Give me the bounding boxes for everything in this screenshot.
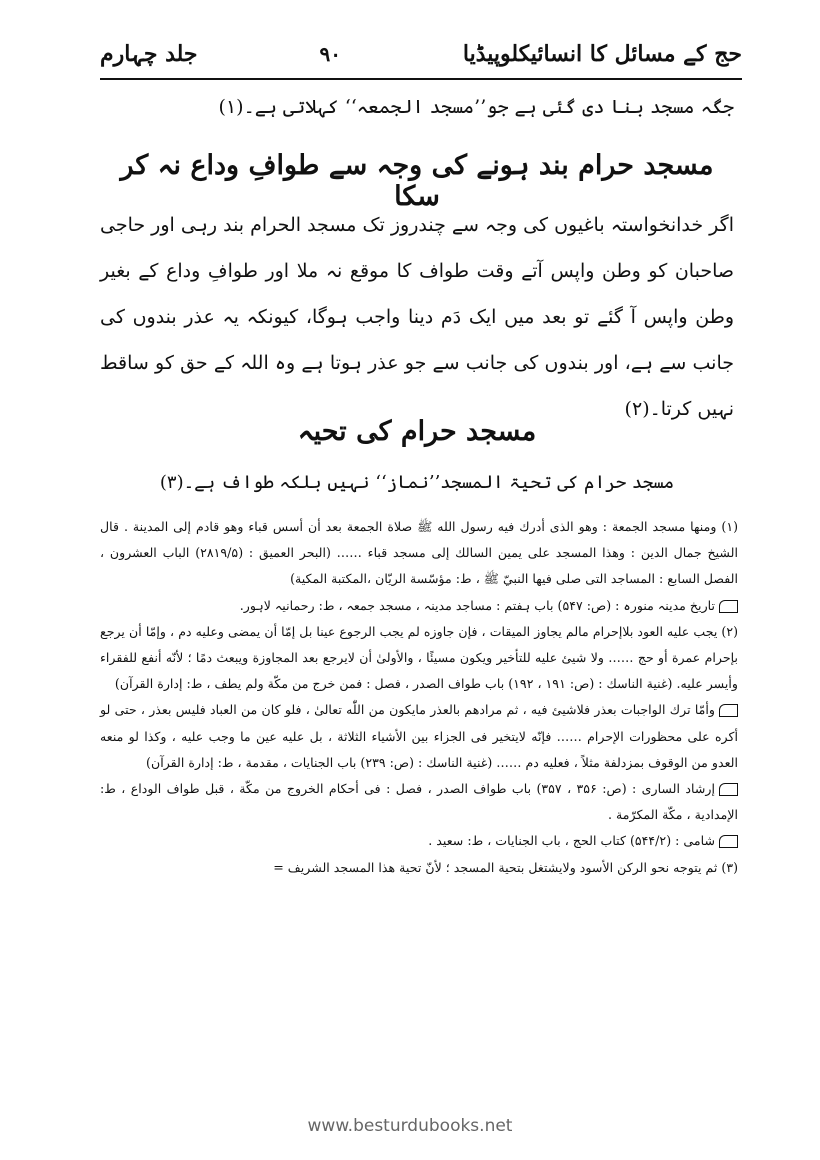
section-heading-tahiyya: مسجد حرام کی تحیہ [297, 416, 537, 447]
book-icon [719, 600, 738, 613]
intro-line: جگہ مسجد بنا دی گئی ہے جو’’مسجد الجمعہ‘‘ کہلاتی ہے۔(۱) [218, 96, 734, 118]
running-header [100, 34, 742, 74]
footnote-reference: تاریخ مدینہ منورہ : (ص: ۵۴۷) باب ہفتم : مساجد مدینہ ، مسجد جمعہ ، ط: رحمانیہ لاہور. [100, 593, 738, 619]
section-body-farewell-tawaf: اگر خدانخواستہ باغیوں کی وجہ سے چندروز تک مسجد الحرام بند رہی اور حاجی صاحبان کو وطن واپس آتے وقت طواف کا موقع نہ ملا اور طوافِ وداع کے بغیر وطن واپس آ گئے تو بعد میں ایک دَم دینا واجب ہوگا، کیونکہ یہ عذر بندوں کی جانب سے ہے، اور بندوں کی جانب سے جو عذر ہوتا ہے وہ اللہ کے حق کو ساقط نہیں کرتا۔(۲) [100, 214, 734, 420]
book-icon [719, 704, 738, 717]
section-heading-farewell-tawaf: مسجد حرام بند ہونے کی وجہ سے طوافِ وداع نہ کر سکا [120, 150, 714, 212]
footnote-1: (۱) ومنها مسجد الجمعة : وهو الذى أدرك فيه رسول الله ﷺ صلاة الجمعة بعد أن أسس قباء وهو قادم إلى المدينة . قال الشيخ جمال الدين : وهذا المسجد على يمين السالك إلى مسجد قباء …… (البحر العميق : (۲۸۱۹/۵) الباب العشرون ، الفصل السابع : المساجد التى صلى فيها النبيّ ﷺ ، ط: مؤسّسة الريّان ،المكتبة المكية) [100, 519, 738, 587]
footnotes [100, 514, 738, 881]
footnote-reference: إرشاد السارى : (ص: ۳۵۶ ، ۳۵۷) باب طواف الصدر ، فصل : فى أحكام الخروج من مكّة ، قبل طواف الوداع ، ط: الإمدادية ، مكّة المكرّمة . [100, 781, 738, 823]
book-icon [719, 783, 738, 796]
watermark: www.besturdubooks.net [307, 1116, 513, 1136]
section-body-tahiyya: مسجد حرام کی تحیۃ المسجد’’نماز‘‘ نہیں بلکہ طواف ہے۔(۳) [159, 472, 675, 493]
page-number: ۹۰ [319, 42, 341, 66]
footnote-2: (۲) يجب عليه العود بلاإحرام مالم يجاوز الميقات ، فإن جاوزه لم يجب الرجوع عينا بل إمّا أن يمضى وعليه دم ، وإمّا أن يرجع بإحرام عمرة أو حج …… ولا شيئ عليه للتأخير ويكون مسيئًا ، والأولىٰ أن لايرجع بعد المجاوزة ويبعث دمًا ؛ لأنّه أنفع للفقراء وأيسر عليه. (غنية الناسك : (ص: ۱۹۱ ، ۱۹۲) باب طواف الصدر ، فصل : فمن خرج من مكّة ولم يطف ، ط: إدارة القرآن) [100, 623, 738, 692]
book-title: حج کے مسائل کا انسائیکلوپیڈیا [462, 41, 742, 67]
footnote-reference: وأمّا ترك الواجبات بعذر فلاشيئ فيه ، ثم مرادهم بالعذر مايكون من اللّٰه تعالىٰ ، فلو كان من العباد فليس بعذر ، حتى لو أكره على محظورات الإحرام …… فإنّه لايتخير فى الجزاء بين الأشياء الثلاثة ، بل عليه عين ما وجب عليه ، وكذا لو منعه العدو من الوقوف بمزدلفة مثلاً ، فعليه دم …… (غنية الناسك : (ص: ۲۳۹) باب الجنايات ، مقدمة ، ط: إدارة القرآن) [100, 702, 738, 770]
volume-label: جلد چہارم [100, 41, 198, 67]
book-icon [719, 835, 738, 848]
header-rule [100, 78, 742, 80]
footnote-reference: شامى : (۵۴۴/۲) كتاب الحج ، باب الجنايات ، ط: سعيد . [100, 828, 738, 854]
footnote-3: (۳) ثم يتوجه نحو الركن الأسود ولايشتغل بتحية المسجد ؛ لأنّ تحية هذا المسجد الشريف = [273, 859, 738, 875]
